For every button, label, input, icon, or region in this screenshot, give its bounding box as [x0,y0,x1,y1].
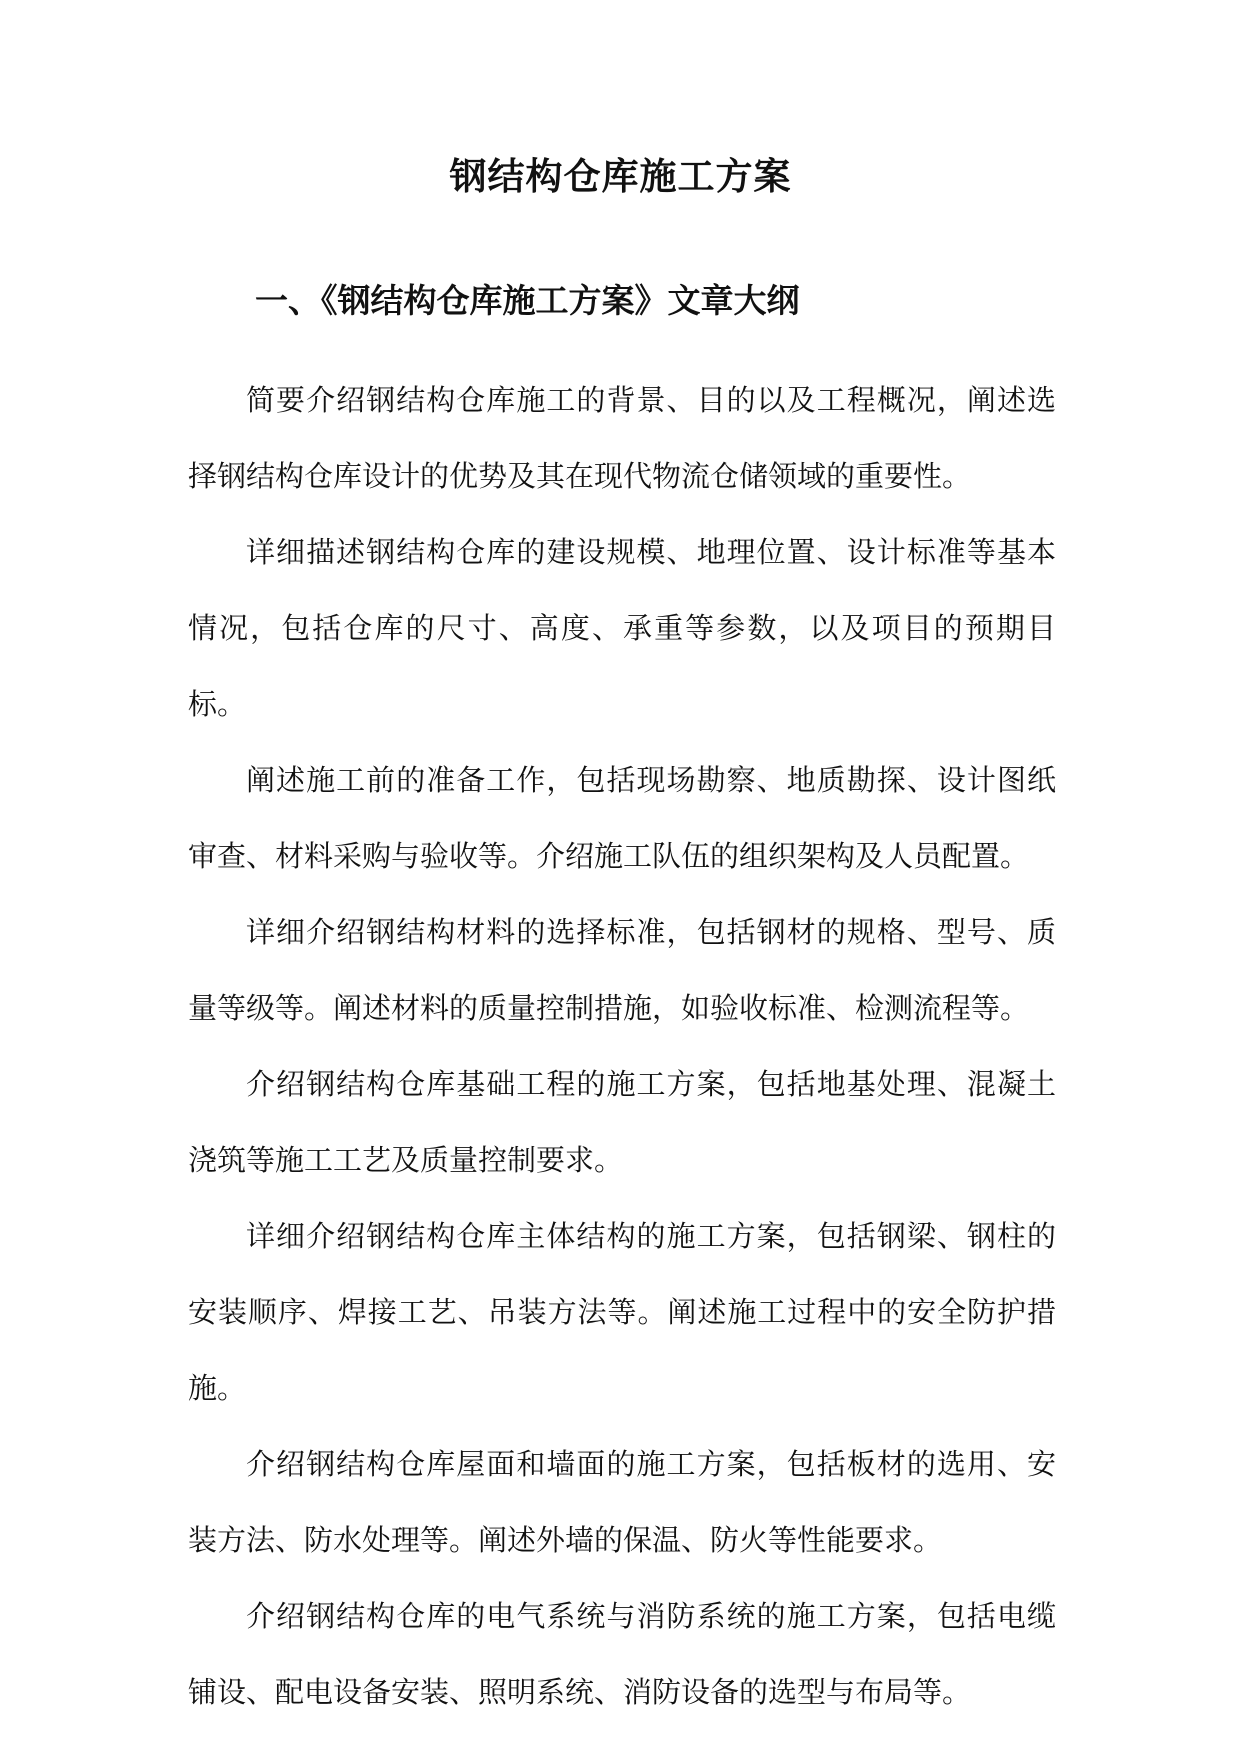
paragraph: 详细介绍钢结构材料的选择标准，包括钢材的规格、型号、质量等级等。阐述材料的质量控制措施，如验收标准、检测流程等。 [188,915,1056,1025]
paragraph: 详细介绍钢结构仓库主体结构的施工方案，包括钢梁、钢柱的安装顺序、焊接工艺、吊装方法等。阐述施工过程中的安全防护措施。 [188,1219,1056,1405]
paragraph: 介绍钢结构仓库基础工程的施工方案，包括地基处理、混凝土浇筑等施工工艺及质量控制要求。 [188,1067,1056,1177]
paragraph: 介绍钢结构仓库屋面和墙面的施工方案，包括板材的选用、安装方法、防水处理等。阐述外墙的保温、防火等性能要求。 [188,1447,1056,1557]
paragraph: 详细描述钢结构仓库的建设规模、地理位置、设计标准等基本情况，包括仓库的尺寸、高度、承重等参数，以及项目的预期目标。 [188,535,1056,721]
document-title: 钢结构仓库施工方案 [449,154,792,198]
paragraph: 阐述施工前的准备工作，包括现场勘察、地质勘探、设计图纸审查、材料采购与验收等。介绍施工队伍的组织架构及人员配置。 [188,763,1056,873]
section-heading: 一、《钢结构仓库施工方案》文章大纲 [255,281,800,320]
body-text [188,362,1056,1730]
paragraph: 介绍钢结构仓库的电气系统与消防系统的施工方案，包括电缆铺设、配电设备安装、照明系统、消防设备的选型与布局等。 [188,1599,1056,1709]
paragraph: 简要介绍钢结构仓库施工的背景、目的以及工程概况，阐述选择钢结构仓库设计的优势及其在现代物流仓储领域的重要性。 [188,383,1056,493]
